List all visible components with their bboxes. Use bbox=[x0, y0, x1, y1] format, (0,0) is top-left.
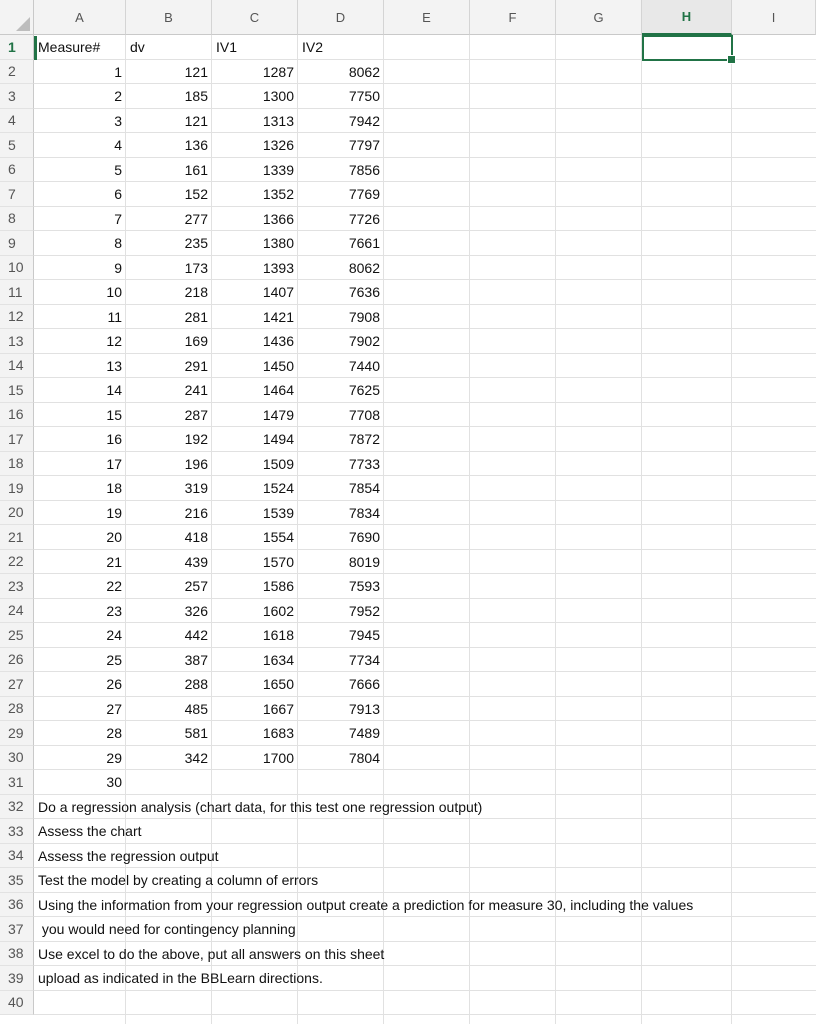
data-cell[interactable]: 18 bbox=[106, 480, 122, 496]
data-cell[interactable]: 7708 bbox=[348, 406, 380, 423]
data-cell[interactable]: 241 bbox=[184, 382, 208, 398]
data-cell[interactable]: 1539 bbox=[262, 504, 294, 521]
instruction-note[interactable]: upload as indicated in the BBLearn directions. bbox=[38, 970, 323, 986]
data-cell[interactable]: 1407 bbox=[262, 284, 294, 300]
data-cell[interactable]: 235 bbox=[184, 235, 208, 251]
data-cell[interactable]: 7945 bbox=[348, 627, 380, 643]
data-cell[interactable]: 25 bbox=[106, 651, 122, 668]
data-cell[interactable]: 7854 bbox=[348, 480, 380, 496]
data-cell[interactable]: 7690 bbox=[348, 529, 380, 545]
data-cell[interactable]: 291 bbox=[184, 357, 208, 374]
instruction-note[interactable]: Use excel to do the above, put all answers on this sheet bbox=[38, 945, 385, 962]
row-header-36[interactable]: 36 bbox=[0, 893, 34, 918]
data-cell[interactable]: 7902 bbox=[348, 333, 380, 349]
data-cell[interactable]: 1634 bbox=[262, 651, 294, 668]
data-cell[interactable]: 136 bbox=[184, 137, 208, 153]
row-header-17[interactable]: 17 bbox=[0, 427, 34, 452]
data-cell[interactable]: 1479 bbox=[262, 406, 294, 423]
data-cell[interactable]: 4 bbox=[114, 137, 122, 153]
data-cell[interactable]: 581 bbox=[184, 725, 208, 741]
data-cell[interactable]: 287 bbox=[184, 406, 208, 423]
cell-a1-measure-header[interactable]: Measure# bbox=[38, 39, 101, 55]
instruction-note[interactable]: Test the model by creating a column of errors bbox=[38, 872, 319, 888]
data-cell[interactable]: 1700 bbox=[262, 749, 294, 766]
data-cell[interactable]: 1570 bbox=[262, 553, 294, 570]
instruction-note[interactable]: Assess the chart bbox=[38, 823, 142, 839]
data-cell[interactable]: 5 bbox=[114, 161, 122, 178]
row-header-35[interactable]: 35 bbox=[0, 868, 34, 893]
data-cell[interactable]: 11 bbox=[107, 308, 122, 325]
data-cell[interactable]: 7797 bbox=[348, 137, 380, 153]
data-cell[interactable]: 342 bbox=[184, 749, 208, 766]
row-header-19[interactable]: 19 bbox=[0, 476, 34, 501]
row-header-23[interactable]: 23 bbox=[0, 574, 34, 599]
data-cell[interactable]: 257 bbox=[184, 578, 208, 594]
row-gridline bbox=[34, 1014, 816, 1015]
data-cell[interactable]: 281 bbox=[184, 308, 208, 325]
data-cell[interactable]: 23 bbox=[106, 602, 122, 619]
data-cell[interactable]: 485 bbox=[184, 700, 208, 717]
row-header-12[interactable]: 12 bbox=[0, 305, 34, 330]
data-cell[interactable]: 7834 bbox=[348, 504, 380, 521]
row-header-39[interactable]: 39 bbox=[0, 966, 34, 991]
data-cell[interactable]: 439 bbox=[184, 553, 208, 570]
row-header-4[interactable]: 4 bbox=[0, 109, 34, 134]
data-cell[interactable]: 121 bbox=[184, 112, 208, 129]
data-cell[interactable]: 6 bbox=[114, 186, 122, 202]
data-cell[interactable]: 161 bbox=[184, 161, 208, 178]
row-header-29[interactable]: 29 bbox=[0, 721, 34, 746]
data-cell[interactable]: 1618 bbox=[262, 627, 294, 643]
row-header-6[interactable]: 6 bbox=[0, 158, 34, 183]
row-header-21[interactable]: 21 bbox=[0, 525, 34, 550]
data-cell[interactable]: 185 bbox=[184, 88, 208, 104]
data-cell[interactable]: 1421 bbox=[262, 308, 294, 325]
column-header-d[interactable]: D bbox=[298, 0, 384, 35]
data-cell[interactable]: 10 bbox=[106, 284, 122, 300]
row-header-15[interactable]: 15 bbox=[0, 378, 34, 403]
column-header-f[interactable]: F bbox=[470, 0, 556, 35]
row-header-40[interactable]: 40 bbox=[0, 991, 34, 1016]
data-cell[interactable]: 169 bbox=[184, 333, 208, 349]
data-cell[interactable]: 1494 bbox=[262, 431, 294, 447]
data-cell[interactable]: 7942 bbox=[348, 112, 380, 129]
row-header-38[interactable]: 38 bbox=[0, 942, 34, 967]
instruction-note[interactable]: you would need for contingency planning bbox=[38, 921, 296, 937]
data-cell[interactable]: 7952 bbox=[348, 602, 380, 619]
data-cell[interactable]: 1313 bbox=[262, 112, 294, 129]
data-cell[interactable]: 196 bbox=[184, 455, 208, 472]
data-cell[interactable]: 7666 bbox=[348, 676, 380, 692]
instruction-note[interactable]: Do a regression analysis (chart data, for this test one regression output) bbox=[38, 798, 483, 815]
column-header-e[interactable]: E bbox=[384, 0, 470, 35]
column-header-g[interactable]: G bbox=[556, 0, 642, 35]
data-cell[interactable]: 1683 bbox=[262, 725, 294, 741]
data-cell[interactable]: 1524 bbox=[262, 480, 294, 496]
data-cell[interactable]: 7804 bbox=[348, 749, 380, 766]
data-cell[interactable]: 12 bbox=[106, 333, 122, 349]
data-cell[interactable]: 7489 bbox=[348, 725, 380, 741]
data-cell[interactable]: 121 bbox=[184, 63, 208, 80]
data-cell[interactable]: 1602 bbox=[262, 602, 294, 619]
cell-b1-dv-header[interactable]: dv bbox=[130, 39, 145, 55]
data-cell[interactable]: 1326 bbox=[262, 137, 294, 153]
instruction-note[interactable]: Using the information from your regression output create a prediction for measure 30, including the values bbox=[38, 896, 694, 913]
data-cell[interactable]: 1436 bbox=[262, 333, 294, 349]
data-cell[interactable]: 21 bbox=[106, 553, 122, 570]
data-cell[interactable]: 13 bbox=[106, 357, 122, 374]
header-row-marker bbox=[34, 36, 37, 60]
row-header-24[interactable]: 24 bbox=[0, 599, 34, 624]
data-cell[interactable]: 7440 bbox=[348, 357, 380, 374]
data-cell[interactable]: 1464 bbox=[262, 382, 294, 398]
data-cell[interactable]: 7913 bbox=[348, 700, 380, 717]
row-header-25[interactable]: 25 bbox=[0, 623, 34, 648]
cell-d1-iv2-header[interactable]: IV2 bbox=[302, 39, 324, 55]
data-cell[interactable]: 7872 bbox=[348, 431, 380, 447]
row-header-2[interactable]: 2 bbox=[0, 60, 34, 85]
data-cell[interactable]: 1380 bbox=[262, 235, 294, 251]
data-cell[interactable]: 1667 bbox=[262, 700, 294, 717]
selected-cell-h1[interactable] bbox=[642, 35, 733, 61]
row-header-31[interactable]: 31 bbox=[0, 770, 34, 795]
row-header-11[interactable]: 11 bbox=[0, 280, 34, 305]
data-cell[interactable]: 7750 bbox=[348, 88, 380, 104]
data-cell[interactable]: 1393 bbox=[262, 259, 294, 276]
data-cell[interactable]: 173 bbox=[184, 259, 208, 276]
cell-a31-measure[interactable]: 30 bbox=[106, 774, 122, 790]
row-header-33[interactable]: 33 bbox=[0, 819, 34, 844]
data-cell[interactable]: 2 bbox=[114, 88, 122, 104]
data-cell[interactable]: 1586 bbox=[262, 578, 294, 594]
row-header-30[interactable]: 30 bbox=[0, 746, 34, 771]
data-cell[interactable]: 218 bbox=[184, 284, 208, 300]
data-cell[interactable]: 8062 bbox=[348, 259, 380, 276]
row-header-20[interactable]: 20 bbox=[0, 501, 34, 526]
data-cell[interactable]: 288 bbox=[184, 676, 208, 692]
data-cell[interactable]: 1554 bbox=[262, 529, 294, 545]
column-header-b[interactable]: B bbox=[126, 0, 212, 35]
data-cell[interactable]: 319 bbox=[184, 480, 208, 496]
row-header-7[interactable]: 7 bbox=[0, 182, 34, 207]
data-cell[interactable]: 7734 bbox=[348, 651, 380, 668]
row-header-26[interactable]: 26 bbox=[0, 648, 34, 673]
column-header-a[interactable]: A bbox=[34, 0, 126, 35]
row-header-18[interactable]: 18 bbox=[0, 452, 34, 477]
data-cell[interactable]: 22 bbox=[106, 578, 122, 594]
data-cell[interactable]: 9 bbox=[114, 259, 122, 276]
data-cell[interactable]: 1287 bbox=[262, 63, 294, 80]
data-cell[interactable]: 7733 bbox=[348, 455, 380, 472]
row-header-10[interactable]: 10 bbox=[0, 256, 34, 281]
data-cell[interactable]: 27 bbox=[106, 700, 122, 717]
select-all-triangle-icon bbox=[16, 17, 30, 31]
column-header-c[interactable]: C bbox=[212, 0, 298, 35]
data-cell[interactable]: 1650 bbox=[262, 676, 294, 692]
row-header-34[interactable]: 34 bbox=[0, 844, 34, 869]
data-cell[interactable]: 216 bbox=[184, 504, 208, 521]
data-cell[interactable]: 20 bbox=[106, 529, 122, 545]
data-cell[interactable]: 8062 bbox=[348, 63, 380, 80]
row-header-8[interactable]: 8 bbox=[0, 207, 34, 232]
row-header-37[interactable]: 37 bbox=[0, 917, 34, 942]
data-cell[interactable]: 1 bbox=[114, 63, 122, 80]
data-cell[interactable]: 442 bbox=[184, 627, 208, 643]
data-cell[interactable]: 7769 bbox=[348, 186, 380, 202]
cell-c1-iv1-header[interactable]: IV1 bbox=[216, 39, 238, 55]
data-cell[interactable]: 7661 bbox=[348, 235, 380, 251]
data-cell[interactable]: 152 bbox=[184, 186, 208, 202]
data-cell[interactable]: 17 bbox=[106, 455, 122, 472]
data-cell[interactable]: 7636 bbox=[348, 284, 380, 300]
data-cell[interactable]: 15 bbox=[106, 406, 122, 423]
row-header-22[interactable]: 22 bbox=[0, 550, 34, 575]
row-header-13[interactable]: 13 bbox=[0, 329, 34, 354]
data-cell[interactable]: 1450 bbox=[262, 357, 294, 374]
row-header-28[interactable]: 28 bbox=[0, 697, 34, 722]
data-cell[interactable]: 8 bbox=[114, 235, 122, 251]
fill-handle[interactable] bbox=[727, 55, 736, 64]
row-header-1[interactable]: 1 bbox=[0, 35, 34, 60]
row-header-16[interactable]: 16 bbox=[0, 403, 34, 428]
data-cell[interactable]: 1352 bbox=[262, 186, 294, 202]
data-cell[interactable]: 387 bbox=[184, 651, 208, 668]
data-cell[interactable]: 19 bbox=[106, 504, 122, 521]
data-cell[interactable]: 7856 bbox=[348, 161, 380, 178]
data-cell[interactable]: 7726 bbox=[348, 210, 380, 227]
row-header-32[interactable]: 32 bbox=[0, 795, 34, 820]
data-cell[interactable]: 3 bbox=[114, 112, 122, 129]
data-cell[interactable]: 28 bbox=[106, 725, 122, 741]
data-cell[interactable]: 1300 bbox=[262, 88, 294, 104]
data-cell[interactable]: 1339 bbox=[262, 161, 294, 178]
row-header-27[interactable]: 27 bbox=[0, 672, 34, 697]
instruction-note[interactable]: Assess the regression output bbox=[38, 847, 219, 864]
data-cell[interactable]: 14 bbox=[106, 382, 122, 398]
data-cell[interactable]: 7908 bbox=[348, 308, 380, 325]
data-cell[interactable]: 16 bbox=[106, 431, 122, 447]
data-cell[interactable]: 26 bbox=[106, 676, 122, 692]
data-cell[interactable]: 1366 bbox=[262, 210, 294, 227]
row-header-14[interactable]: 14 bbox=[0, 354, 34, 379]
data-cell[interactable]: 8019 bbox=[348, 553, 380, 570]
column-header-h[interactable]: H bbox=[642, 0, 732, 35]
data-cell[interactable]: 1509 bbox=[262, 455, 294, 472]
row-header-5[interactable]: 5 bbox=[0, 133, 34, 158]
column-header-i[interactable]: I bbox=[732, 0, 816, 35]
data-cell[interactable]: 192 bbox=[184, 431, 208, 447]
data-cell[interactable]: 7 bbox=[114, 210, 122, 227]
data-cell[interactable]: 418 bbox=[184, 529, 208, 545]
data-cell[interactable]: 29 bbox=[106, 749, 122, 766]
data-cell[interactable]: 7593 bbox=[348, 578, 380, 594]
row-header-3[interactable]: 3 bbox=[0, 84, 34, 109]
data-cell[interactable]: 7625 bbox=[348, 382, 380, 398]
data-cell[interactable]: 24 bbox=[106, 627, 122, 643]
data-cell[interactable]: 326 bbox=[184, 602, 208, 619]
select-all-corner[interactable] bbox=[0, 0, 34, 35]
data-cell[interactable]: 277 bbox=[184, 210, 208, 227]
row-header-9[interactable]: 9 bbox=[0, 231, 34, 256]
